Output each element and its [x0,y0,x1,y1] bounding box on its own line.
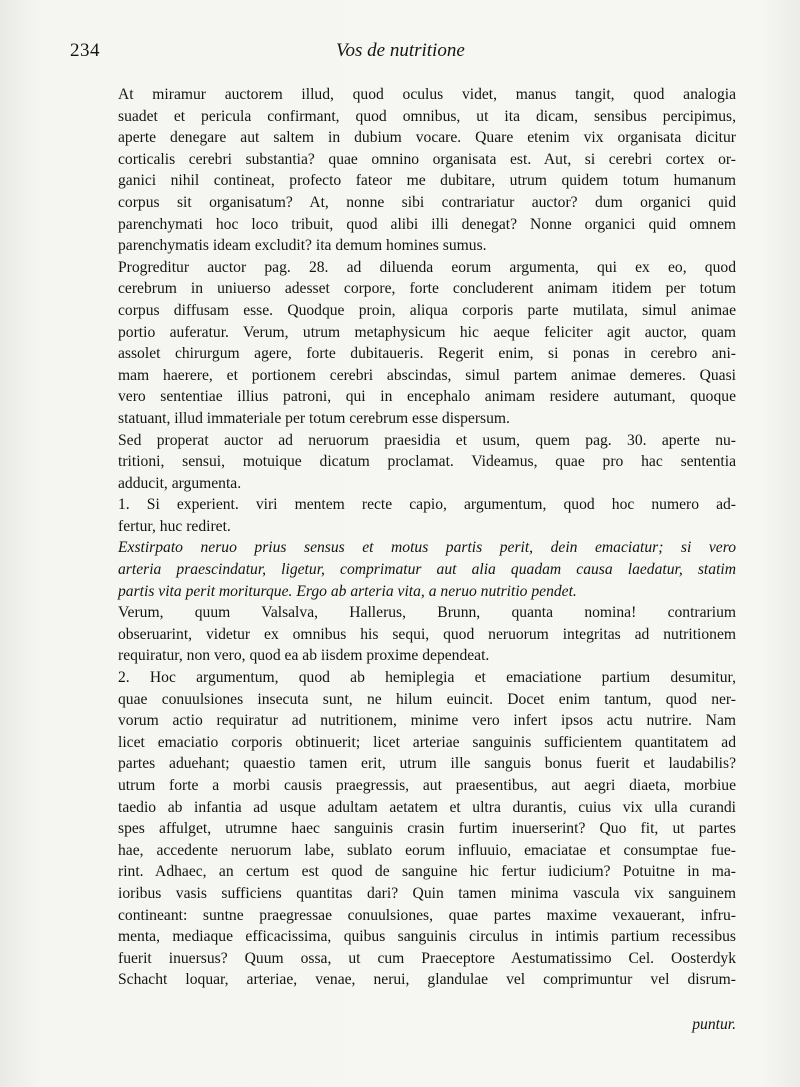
text-line: corpus sit organisatum? At, nonne sibi contrariatur auctor? dum organici quid [118,193,736,211]
text-line: assolet chirurgum agere, forte dubitaueris. Regerit enim, si ponas in cerebro ani- [118,345,736,363]
text-line: parenchymati hoc loco tribuit, quod alibi illi denegat? Nonne organici quid omnem [118,215,736,233]
text-line: hae, accedente neruorum labe, sublato eorum influuio, emaciatae et consumptae fue- [118,841,736,859]
running-head: Vos de nutritione [336,40,465,61]
text-line: Progreditur auctor pag. 28. ad diluenda eorum argumenta, qui ex eo, quod [118,258,736,276]
paragraph-5-italic [78,537,736,602]
text-line: parenchymatis ideam excludit? ita demum homines sumus. [118,237,487,255]
text-line: aperte denegare aut saltem in dubium vocare. Quare etenim vix organisata dicitur [118,129,736,147]
text-line: taedio ab infantia ad usque adultam aetatem et ultra durantis, cuius vix ulla curandi [118,798,736,816]
text-line: Schacht loquar, arteriae, venae, nerui, glandulae vel comprimuntur vel disrum- [118,971,736,989]
text-line: arteria praescindatur, ligetur, comprimatur aut alia quadam causa laedatur, statim [118,561,736,579]
text-line: mam haerere, et portionem cerebri abscindas, simul partem animae demeres. Quasi [118,366,736,384]
text-line: corticalis cerebri substantia? quae omnino organisata est. Aut, si cerebri cortex or- [118,150,736,168]
text-line: requiratur, non vero, quod ea ab iisdem proxime dependeat. [118,647,490,665]
text-line: menta, mediaque efficacissima, quibus sanguinis circulus in intimis partium recessibus [118,928,736,946]
text-line: Exstirpato neruo prius sensus et motus partis perit, dein emaciatur; si vero [118,539,736,557]
text-line: fertur, huc rediret. [118,517,231,535]
text-line: partis vita perit moriturque. Ergo ab arteria vita, a neruo nutritio pendet. [118,582,577,600]
text-line: partes aduehant; quaestio tamen erit, utrum ille sanguis bonus fuerit et laudabilis? [118,755,736,773]
text-line: ioribus vasis sufficiens quantitas dari? Quin tamen minima vascula vix sanguinem [118,884,736,902]
text-line: statuant, illud immateriale per totum cerebrum esse dispersum. [118,409,510,427]
page-header [70,40,730,66]
text-line: cerebrum in uniuerso adesset corpore, forte concluderent animam itidem per totum [118,280,736,298]
text-line: quae conuulsiones insecuta sunt, ne hilum euincit. Docet enim tantum, quod ner- [118,690,736,708]
text-line: tritioni, sensui, motuique dicatum proclamat. Videamus, quae pro hac sententia [118,453,736,471]
text-line: licet emaciatio corporis obtinuerit; licet arteriae sanguinis sufficientem quantitatem ad [118,733,736,751]
text-line: adducit, argumenta. [118,474,242,492]
text-line: fuerit inuersus? Quum ossa, ut cum Praeceptore Aestumatissimo Cel. Oosterdyk [118,949,736,967]
text-line: rint. Adhaec, an certum est quod de sanguine hic fertur iudicium? Potuitne in ma- [118,863,736,881]
paragraph-4 [78,494,736,537]
text-line: 1. Si experient. viri mentem recte capio, argumentum, quod hoc numero ad- [118,496,736,514]
paragraph-2 [78,257,736,430]
page-number: 234 [70,40,100,61]
text-line: portio auferatur. Verum, utrum metaphysicum hic aeque feliciter agit auctor, quam [118,323,736,341]
text-line: At miramur auctorem illud, quod oculus videt, manus tangit, quod analogia [118,86,736,103]
text-line: ganici nihil contineat, profecto fateor me dubitare, utrum quidem totum humanum [118,172,736,190]
text-line: corpus diffusam esse. Quodque proin, aliqua corporis parte mutilata, simul animae [118,301,736,319]
text-line: spes affulget, utrumne haec sanguinis crasin furtim inuerserint? Quo fit, ut partes [118,820,736,838]
text-line: Sed properat auctor ad neruorum praesidia et usum, quem pag. 30. aperte nu- [118,431,736,449]
text-line: vorum actio requiratur ad nutritionem, minime vero infert ipsos actu nutrire. Nam [118,712,736,730]
text-line: contineant: suntne praegressae conuulsiones, quae partes maxime vexauerant, infru- [118,906,736,924]
text-line: vero sententiae illius patroni, qui in encephalo animam residere autumant, quoque [118,388,736,406]
body-text [78,84,736,991]
paragraph-6 [78,602,736,667]
text-line: obseruarint, videtur ex omnibus his sequi, quod neruorum integritas ad nutritionem [118,625,736,643]
text-line: suadet et pericula confirmant, quod omnibus, ut ita dicam, sensibus percipimus, [118,107,736,125]
text-line: utrum forte a morbi causis praegressis, aut praesentibus, aut aegri diaeta, morbiue [118,777,736,794]
paragraph-7 [78,667,736,991]
paragraph-3 [78,430,736,495]
catchword: puntur. [692,1016,736,1033]
text-line: Verum, quum Valsalva, Hallerus, Brunn, quanta nomina! contrarium [118,604,736,622]
paragraph-1 [78,84,736,257]
text-line: 2. Hoc argumentum, quod ab hemiplegia et emaciatione partium desumitur, [118,669,736,687]
